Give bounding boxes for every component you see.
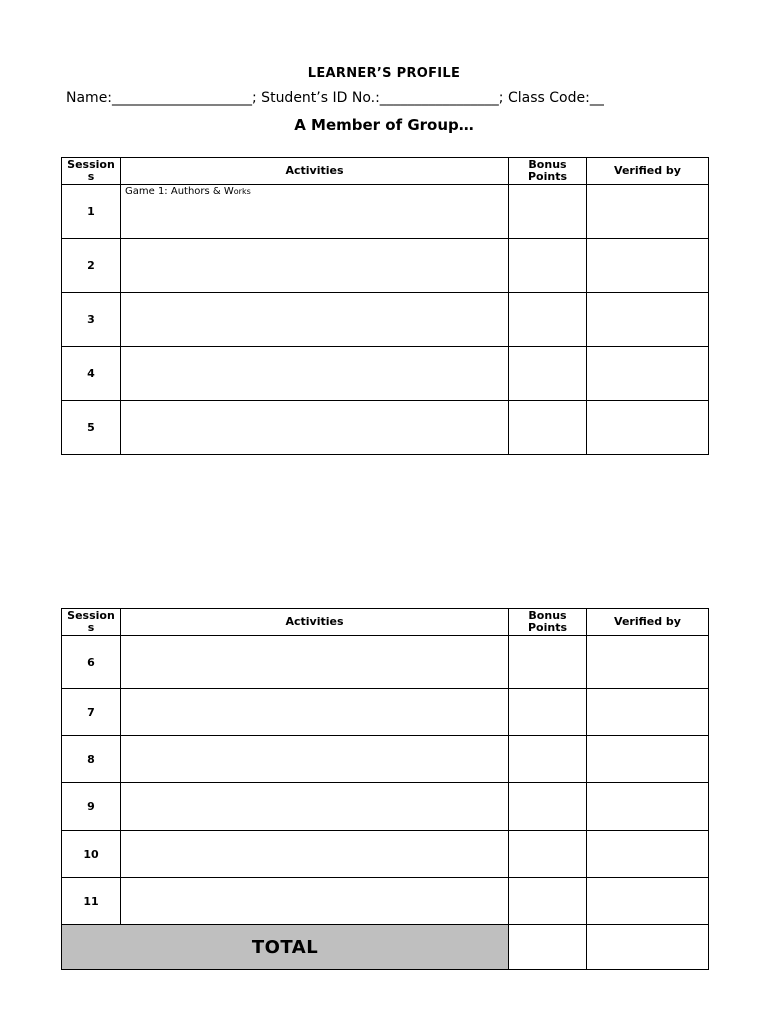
table-header-row bbox=[62, 158, 709, 185]
activity-cell[interactable] bbox=[121, 185, 509, 239]
header-sessions: Session s bbox=[62, 609, 121, 636]
activity-text: Game 1: Authors & Works bbox=[125, 186, 251, 197]
bonus-points-cell[interactable] bbox=[509, 736, 587, 783]
group-subtitle: A Member of Group… bbox=[294, 116, 474, 134]
sessions-table-2 bbox=[61, 608, 709, 970]
table-row bbox=[62, 185, 709, 239]
activity-cell[interactable] bbox=[121, 636, 509, 689]
table-row bbox=[62, 831, 709, 878]
table-row bbox=[62, 636, 709, 689]
header-sessions: Session s bbox=[62, 158, 121, 185]
bonus-points-cell[interactable] bbox=[509, 293, 587, 347]
activity-cell[interactable] bbox=[121, 401, 509, 455]
table-row bbox=[62, 239, 709, 293]
verified-by-cell[interactable] bbox=[587, 401, 709, 455]
activity-cell[interactable] bbox=[121, 689, 509, 736]
header-activities: Activities bbox=[121, 609, 509, 636]
table-row bbox=[62, 783, 709, 831]
page-title: LEARNER’S PROFILE bbox=[307, 66, 461, 81]
header-bonus-points: Bonus Points bbox=[509, 158, 587, 185]
header-verified-by: Verified by bbox=[587, 609, 709, 636]
header-verified-by: Verified by bbox=[587, 158, 709, 185]
table-row bbox=[62, 689, 709, 736]
table-row bbox=[62, 401, 709, 455]
bonus-points-cell[interactable] bbox=[509, 831, 587, 878]
session-number: 1 bbox=[62, 185, 121, 239]
session-number: 8 bbox=[62, 736, 121, 783]
table-row bbox=[62, 878, 709, 925]
sessions-table-1 bbox=[61, 157, 709, 455]
session-number: 2 bbox=[62, 239, 121, 293]
verified-by-cell[interactable] bbox=[587, 636, 709, 689]
verified-by-cell[interactable] bbox=[587, 185, 709, 239]
activity-cell[interactable] bbox=[121, 736, 509, 783]
verified-by-cell[interactable] bbox=[587, 736, 709, 783]
session-number: 6 bbox=[62, 636, 121, 689]
verified-by-cell[interactable] bbox=[587, 878, 709, 925]
bonus-points-cell[interactable] bbox=[509, 878, 587, 925]
total-verified-by-cell[interactable] bbox=[587, 925, 709, 970]
bonus-points-cell[interactable] bbox=[509, 239, 587, 293]
table-header-row bbox=[62, 609, 709, 636]
session-number: 9 bbox=[62, 783, 121, 831]
session-number: 5 bbox=[62, 401, 121, 455]
verified-by-cell[interactable] bbox=[587, 293, 709, 347]
activity-cell[interactable] bbox=[121, 347, 509, 401]
activity-cell[interactable] bbox=[121, 878, 509, 925]
session-number: 3 bbox=[62, 293, 121, 347]
total-label: TOTAL bbox=[62, 925, 509, 970]
table-row bbox=[62, 347, 709, 401]
total-bonus-points-cell[interactable] bbox=[509, 925, 587, 970]
activity-cell[interactable] bbox=[121, 831, 509, 878]
verified-by-cell[interactable] bbox=[587, 347, 709, 401]
session-number: 4 bbox=[62, 347, 121, 401]
verified-by-cell[interactable] bbox=[587, 831, 709, 878]
verified-by-cell[interactable] bbox=[587, 239, 709, 293]
verified-by-cell[interactable] bbox=[587, 783, 709, 831]
session-number: 11 bbox=[62, 878, 121, 925]
bonus-points-cell[interactable] bbox=[509, 347, 587, 401]
activity-cell[interactable] bbox=[121, 293, 509, 347]
bonus-points-cell[interactable] bbox=[509, 783, 587, 831]
bonus-points-cell[interactable] bbox=[509, 689, 587, 736]
session-number: 10 bbox=[62, 831, 121, 878]
activity-cell[interactable] bbox=[121, 239, 509, 293]
student-info-line: Name:____________________; Student’s ID No.:_________________; Class Code:__ bbox=[66, 90, 604, 106]
bonus-points-cell[interactable] bbox=[509, 185, 587, 239]
verified-by-cell[interactable] bbox=[587, 689, 709, 736]
header-activities: Activities bbox=[121, 158, 509, 185]
table-row bbox=[62, 736, 709, 783]
activity-cell[interactable] bbox=[121, 783, 509, 831]
table-row bbox=[62, 293, 709, 347]
session-number: 7 bbox=[62, 689, 121, 736]
total-row bbox=[62, 925, 709, 970]
bonus-points-cell[interactable] bbox=[509, 636, 587, 689]
header-bonus-points: Bonus Points bbox=[509, 609, 587, 636]
bonus-points-cell[interactable] bbox=[509, 401, 587, 455]
